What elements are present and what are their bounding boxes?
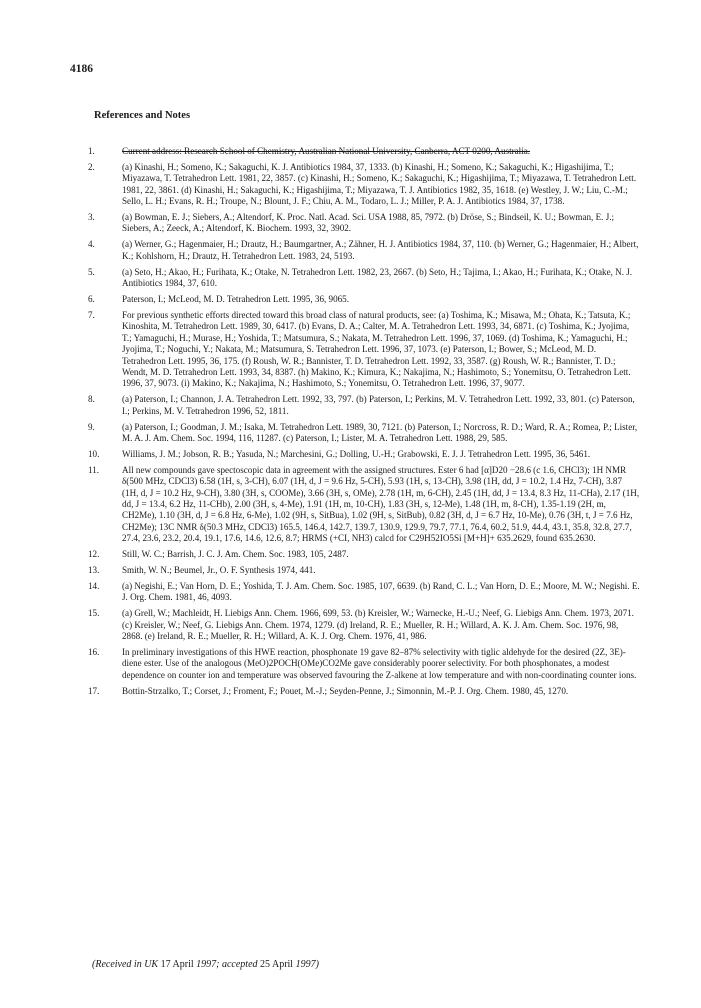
reference-number: 6. — [88, 293, 95, 304]
reference-text: (a) Bowman, E. J.; Siebers, A.; Altendorf, K. Proc. Natl. Acad. Sci. USA 1988, 85, 7972. (b) Dröse, S.; Bindseil, K. U.; Bowman, E. J.; Siebers, A.; Zeeck, A.; Altendorf, K. Biochem. 1993, 32, 3902. — [122, 212, 615, 234]
reference-number: 5. — [88, 266, 95, 277]
reference-text: In preliminary investigations of this HWE reaction, phosphonate 19 gave 82–87% selectivity with tiglic aldehyde for the desired (2Z, 3E)-diene ester. Use of the analogous (MeO)2POCH(OMe)CO2Me gave considerably poorer selectivity. For both phosphonates, a modest dependence on counter ion and temperature was observed favouring the Z-alkene at low temperature and with non-coordinating counter ions. — [122, 646, 637, 680]
reference-number: 10. — [88, 448, 100, 459]
reference-number: 13. — [88, 565, 100, 575]
reference-item — [88, 449, 640, 460]
reference-number: 14. — [88, 580, 100, 591]
reference-item — [88, 565, 640, 576]
reference-text: (a) Paterson, I.; Goodman, J. M.; Isaka, M. Tetrahedron Lett. 1989, 30, 7121. (b) Paterson, I.; Norcross, R. D.; Ward, R. A.; Romea, P.; Lister, M. A. J. Am. Chem. Soc. 1994, 116, 11287. (c) Paterson, I.; Lister, M. A. Tetrahedron Lett. 1988, 29, 585. — [122, 421, 638, 443]
reference-text: Bottin-Strzalko, T.; Corset, J.; Froment, F.; Pouet, M.-J.; Seyden-Penne, J.; Simonnin, M.-P. J. Org. Chem. 1980, 45, 1270. — [122, 685, 569, 696]
reference-number: 11. — [88, 464, 100, 475]
received-suffix: 1997) — [295, 959, 319, 970]
reference-number: 7. — [88, 309, 95, 320]
reference-number: 16. — [88, 646, 100, 657]
reference-item — [88, 581, 640, 604]
reference-text: For previous synthetic efforts directed toward this broad class of natural products, see: (a) Toshima, K.; Misawa, M.; Ohata, K.; Tatsuta, K.; Kinoshita, M. Tetrahedron Lett. 1989, 30, 6417. (b) Evans, D. A.; Calter, M. A. Tetrahedron Lett. 1993, 34, 6871. (c) Toshima, K.; Jyojima, T.; Yamaguchi, H.; Murase, H.; Yoshida, T.; Matsumura, S.; Nakata, M. Tetrahedron Lett. 1996, 37, 1069. (d) Toshima, K.; Yamaguchi, H.; Jyojima, T.; Noguchi, Y.; Nakata, M.; Matsumura, S. Tetrahedron Lett. 1996, 37, 1073. (e) Paterson, I.; Bower, S.; McLeod, M. D. Tetrahedron Lett. 1995, 36, 175. (f) Roush, W. R.; Bannister, T. D. Tetrahedron Lett. 1992, 33, 3587. (g) Roush, W. R.; Bannister, T. D.; Wendt, M. D. Tetrahedron Lett. 1993, 34, 8387. (h) Makino, K.; Kimura, K.; Nakajima, N.; Hashimoto, S.; Yonemitsu, O. Tetrahedron Lett. 1996, 37, 9073. (i) Makino, K.; Nakajima, N.; Hashimoto, S.; Yonemitsu, O. Tetrahedron Lett. 1996, 37, 9077. — [122, 309, 631, 389]
reference-text: Paterson, I.; McLeod, M. D. Tetrahedron Lett. 1995, 36, 9065. — [122, 293, 350, 304]
received-note — [92, 959, 319, 970]
received-date: 17 April — [160, 959, 194, 970]
reference-item — [88, 422, 640, 445]
reference-number: 8. — [88, 394, 95, 405]
reference-item — [88, 212, 640, 235]
reference-number: 1. — [88, 146, 95, 156]
reference-number: 3. — [88, 212, 95, 223]
reference-text: (a) Kinashi, H.; Someno, K.; Sakaguchi, K. J. Antibiotics 1984, 37, 1333. (b) Kinashi, H.; Someno, K.; Sakaguchi, K.; Higashijima, T.; Miyazawa, T. Tetrahedron Lett. 1981, 22, 3857. (c) Kinashi, H.; Someno, K.; Sakaguchi, K.; Higashijima, T.; Miyazawa, T. Tetrahedron Lett. 1981, 22, 3861. (d) Kinashi, H.; Sakaguchi, K.; Higashijima, T.; Miyazawa, T. J. Antibiotics 1982, 35, 1618. (e) Westley, J. W.; Liu, C.-M.; Sello, L. H.; Evans, R. H.; Troupe, N.; Blount, J. F.; Chiu, A. M., Todaro, L. J.; Miller, P. A. J. Antibiotics 1984, 37, 1738. — [122, 161, 637, 207]
reference-number: 2. — [88, 161, 95, 172]
reference-text: Williams, J. M.; Jobson, R. B.; Yasuda, N.; Marchesini, G.; Dolling, U.-H.; Grabowski, E. J. J. Tetrahedron Lett. 1995, 36, 5461. — [122, 448, 591, 459]
reference-item — [88, 608, 640, 642]
reference-text: Smith, W. N.; Beumel, Jr., O. F. Synthesis 1974, 441. — [122, 565, 316, 575]
reference-number: 17. — [88, 685, 100, 696]
reference-item — [88, 267, 640, 290]
reference-text: (a) Seto, H.; Akao, H.; Furihata, K.; Otake, N. Tetrahedron Lett. 1982, 23, 2667. (b) Seto, H.; Tajima, I.; Akao, H.; Furihata, K.; Otake, N. J. Antibiotics 1984, 37, 610. — [122, 266, 633, 289]
reference-text: (a) Grell, W.; Machleidt, H. Liebigs Ann. Chem. 1966, 699, 53. (b) Kreisler, W.; Warnecke, H.-U.; Neef, G. Liebigs Ann. Chem. 1973, 2071. (c) Kreisler, W.; Neef, G. Liebigs Ann. Chem. 1974, 1279. (d) Ireland, R. E.; Mueller, R. H.; Willard, A. K. J. Am. Chem. Soc. 1976, 98, 2868. (e) Ireland, R. E.; Mueller, R. H.; Willard, A. K. J. Org. Chem. 1976, 41, 986. — [122, 608, 634, 642]
reference-item — [88, 465, 640, 545]
reference-item — [88, 686, 640, 697]
reference-text: Current address: Research School of Chemistry, Australian National University, Canberra, ACT 0200, Australia. — [122, 146, 531, 156]
reference-item — [88, 394, 640, 417]
reference-text: (a) Paterson, I.; Channon, J. A. Tetrahedron Lett. 1992, 33, 797. (b) Paterson, I.; Perkins, M. V. Tetrahedron Lett. 1992, 33, 801. (c) Paterson, I.; Perkins, M. V. Tetrahedron 1996, 52, 1811. — [122, 394, 635, 416]
received-prefix: (Received in UK — [92, 959, 159, 970]
reference-number: 15. — [88, 608, 100, 619]
page-number: 4186 — [70, 63, 93, 75]
reference-number: 4. — [88, 239, 95, 250]
reference-text: Still, W. C.; Barrish, J. C. J. Am. Chem. Soc. 1983, 105, 2487. — [122, 549, 349, 560]
reference-item — [88, 549, 640, 560]
reference-text: (a) Werner, G.; Hagenmaier, H.; Drautz, H.; Baumgartner, A.; Zähner, H. J. Antibiotics 1984, 37, 110. (b) Werner, G.; Hagenmaier, H.; Albert, K.; Kohlshorn, H.; Drautz, H. Tetrahedron Lett. 1983, 24, 5193. — [122, 239, 639, 261]
reference-text: (a) Negishi, E.; Van Horn, D. E.; Yoshida, T. J. Am. Chem. Soc. 1985, 107, 6639. (b) Rand, C. L.; Van Horn, D. E.; Moore, M. W.; Negishi. E. J. Org. Chem. 1981, 46, 4093. — [122, 580, 640, 603]
reference-number: 12. — [88, 549, 100, 560]
reference-item — [88, 162, 640, 208]
accepted-date: 25 April — [260, 959, 294, 970]
reference-item — [88, 310, 640, 390]
reference-item — [88, 239, 640, 262]
section-heading: References and Notes — [94, 110, 191, 121]
reference-number: 9. — [88, 421, 95, 432]
reference-item — [88, 647, 640, 681]
reference-text: All new compounds gave spectoscopic data in agreement with the assigned structures. Ester 6 had [α]D20 −28.6 (c 1.6, CHCl3); 1H NMR δ(500 MHz, CDCl3) 6.58 (1H, s, 3-CH), 6.07 (1H, d, J = 9.6 Hz, 5-CH), 5.93 (1H, s, 13-CH), 3.98 (1H, dd, J = 10.2, 1.4 Hz, 7-CH), 3.87 (1H, d, J = 10.2 Hz, 9-CH), 3.80 (3H, s, COOMe), 3.66 (3H, s, OMe), 2.78 (1H, m, 6-CH), 2.45 (1H, dd, J = 13.4, 8.3 Hz, 11-CHa), 2.17 (1H, dd, J = 13.4, 6.2 Hz, 11-CHb), 2.00 (3H, s, 4-Me), 1.91 (1H, m, 10-CH), 1.83 (3H, s, 12-Me), 1.48 (1H, m, 8-CH), 1.35-1.19 (2H, m, CH2Me), 1.10 (3H, d, J = 6.8 Hz, 6-Me), 1.02 (9H, s, SitBua), 1.02 (9H, s, SitBub), 0.82 (3H, d, J = 6.7 Hz, 10-Me), 0.76 (3H, t, J = 7.6 Hz, CH2Me); 13C NMR δ(50.3 MHz, CDCl3) 165.5, 146.4, 142.7, 139.7, 130.9, 129.9, 79.7, 77.1, 76.4, 60.2, 51.9, 44.4, 43.1, 35.8, 32.8, 27.7, 27.4, 23.6, 23.2, 20.4, 19.1, 17.6, 14.6, 12.6, 8.7; HRMS (+CI, NH3) calcd for C29H52IO5Si [M+H]+ 635.2629, found 635.2630. — [122, 464, 640, 544]
reference-item — [88, 146, 640, 157]
reference-item — [88, 294, 640, 305]
received-middle: 1997; accepted — [196, 959, 258, 970]
reference-list — [88, 146, 640, 702]
